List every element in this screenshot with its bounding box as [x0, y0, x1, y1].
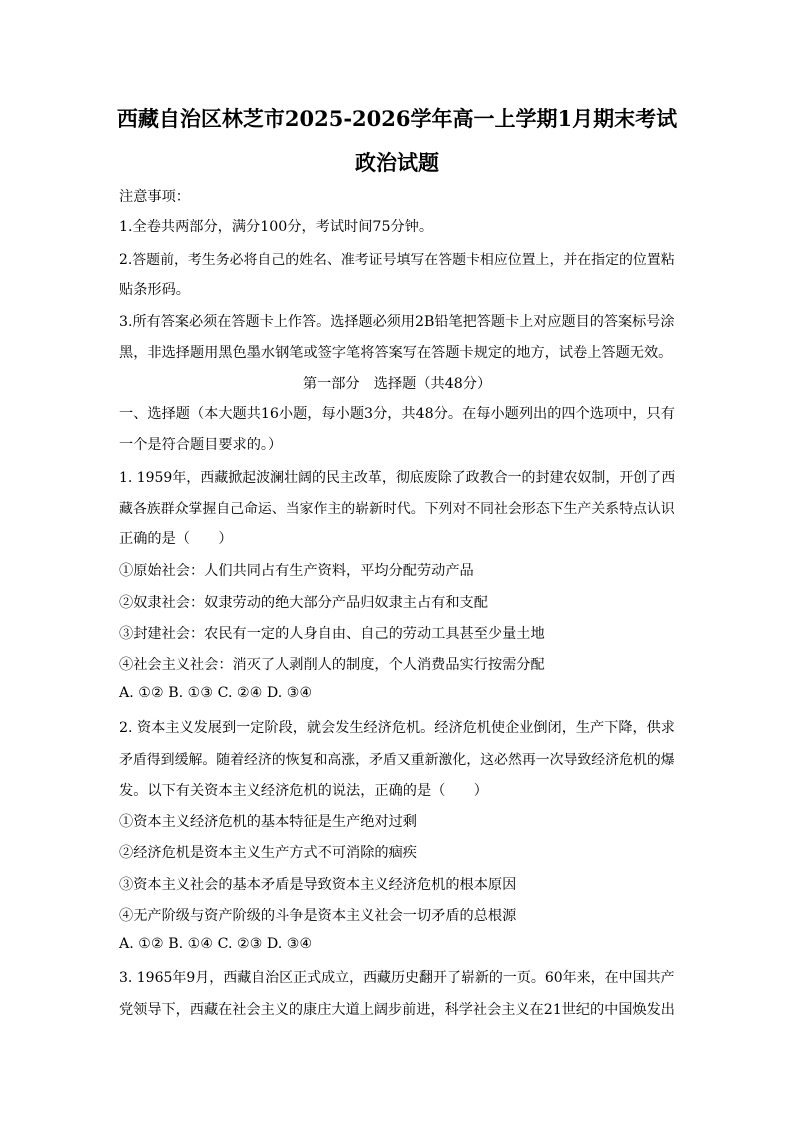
notice-item-2-line-1: 2.答题前，考生务必将自己的姓名、准考证号填写在答题卡相应位置上，并在指定的位置粘: [119, 252, 675, 268]
section-instructions-line-2: 一个是符合题目要求的。）: [119, 437, 283, 453]
q1-option-4: ④社会主义社会：消灭了人剥削人的制度，个人消费品实行按需分配: [119, 657, 545, 673]
q2-stem-line-1: 2. 资本主义发展到一定阶段，就会发生经济危机。经济危机使企业倒闭，生产下降，供求: [119, 720, 675, 736]
q2-stem-line-2: 矛盾得到缓解。随着经济的恢复和高涨，矛盾又重新激化，这必然再一次导致经济危机的爆: [119, 752, 675, 768]
q1-stem-line-2: 藏各族群众掌握自己命运、当家作主的崭新时代。下列对不同社会形态下生产关系特点认识: [119, 501, 675, 517]
q2-option-1: ①资本主义经济危机的基本特征是生产绝对过剩: [119, 814, 417, 830]
q2-choices: A. ①② B. ①④ C. ②③ D. ③④: [119, 936, 313, 952]
section-instructions-line-1: 一、选择题（本大题共16小题，每小题3分，共48分。在每小题列出的四个选项中，只有: [119, 406, 675, 422]
q3-stem-line-1: 3. 1965年9月，西藏自治区正式成立，西藏历史翻开了崭新的一页。60年来，在中国共产: [119, 970, 675, 986]
q1-option-2: ②奴隶社会：奴隶劳动的绝大部分产品归奴隶主占有和支配: [119, 595, 488, 611]
notice-heading: 注意事项：: [119, 189, 190, 205]
q1-stem-line-1: 1. 1959年，西藏掀起波澜壮阔的民主改革，彻底废除了政教合一的封建农奴制，开创了西: [119, 470, 676, 486]
part-title: 第一部分 选择题（共48分）: [302, 376, 492, 392]
q1-stem-line-3: 正确的是（ ）: [119, 531, 233, 547]
notice-item-3-line-1: 3.所有答案必须在答题卡上作答。选择题必须用2B铅笔把答题卡上对应题目的答案标号涂: [119, 314, 675, 330]
q1-option-1: ①原始社会：人们共同占有生产资料，平均分配劳动产品: [119, 563, 474, 579]
q3-stem-line-2: 党领导下，西藏在社会主义的康庄大道上阔步前进，科学社会主义在21世纪的中国焕发出: [119, 1002, 675, 1018]
q2-option-4: ④无产阶级与资产阶级的斗争是资本主义社会一切矛盾的总根源: [119, 908, 517, 924]
notice-item-3-line-2: 黑，非选择题用黑色墨水钢笔或签字笔将答案写在答题卡规定的地方，试卷上答题无效。: [119, 345, 673, 361]
exam-subtitle: 政治试题: [355, 150, 439, 175]
q1-option-3: ③封建社会：农民有一定的人身自由、自己的劳动工具甚至少量土地: [119, 626, 545, 642]
q2-option-2: ②经济危机是资本主义生产方式不可消除的痼疾: [119, 845, 417, 861]
q2-stem-line-3: 发。以下有关资本主义经济危机的说法，正确的是（ ）: [119, 783, 488, 799]
notice-item-1: 1.全卷共两部分，满分100分，考试时间75分钟。: [119, 219, 434, 235]
exam-title: 西藏自治区林芝市2025-2026学年高一上学期1月期末考试: [116, 106, 678, 131]
q2-option-3: ③资本主义社会的基本矛盾是导致资本主义经济危机的根本原因: [119, 877, 517, 893]
notice-item-2-line-2: 贴条形码。: [119, 282, 190, 298]
q1-choices: A. ①② B. ①③ C. ②④ D. ③④: [119, 685, 313, 701]
